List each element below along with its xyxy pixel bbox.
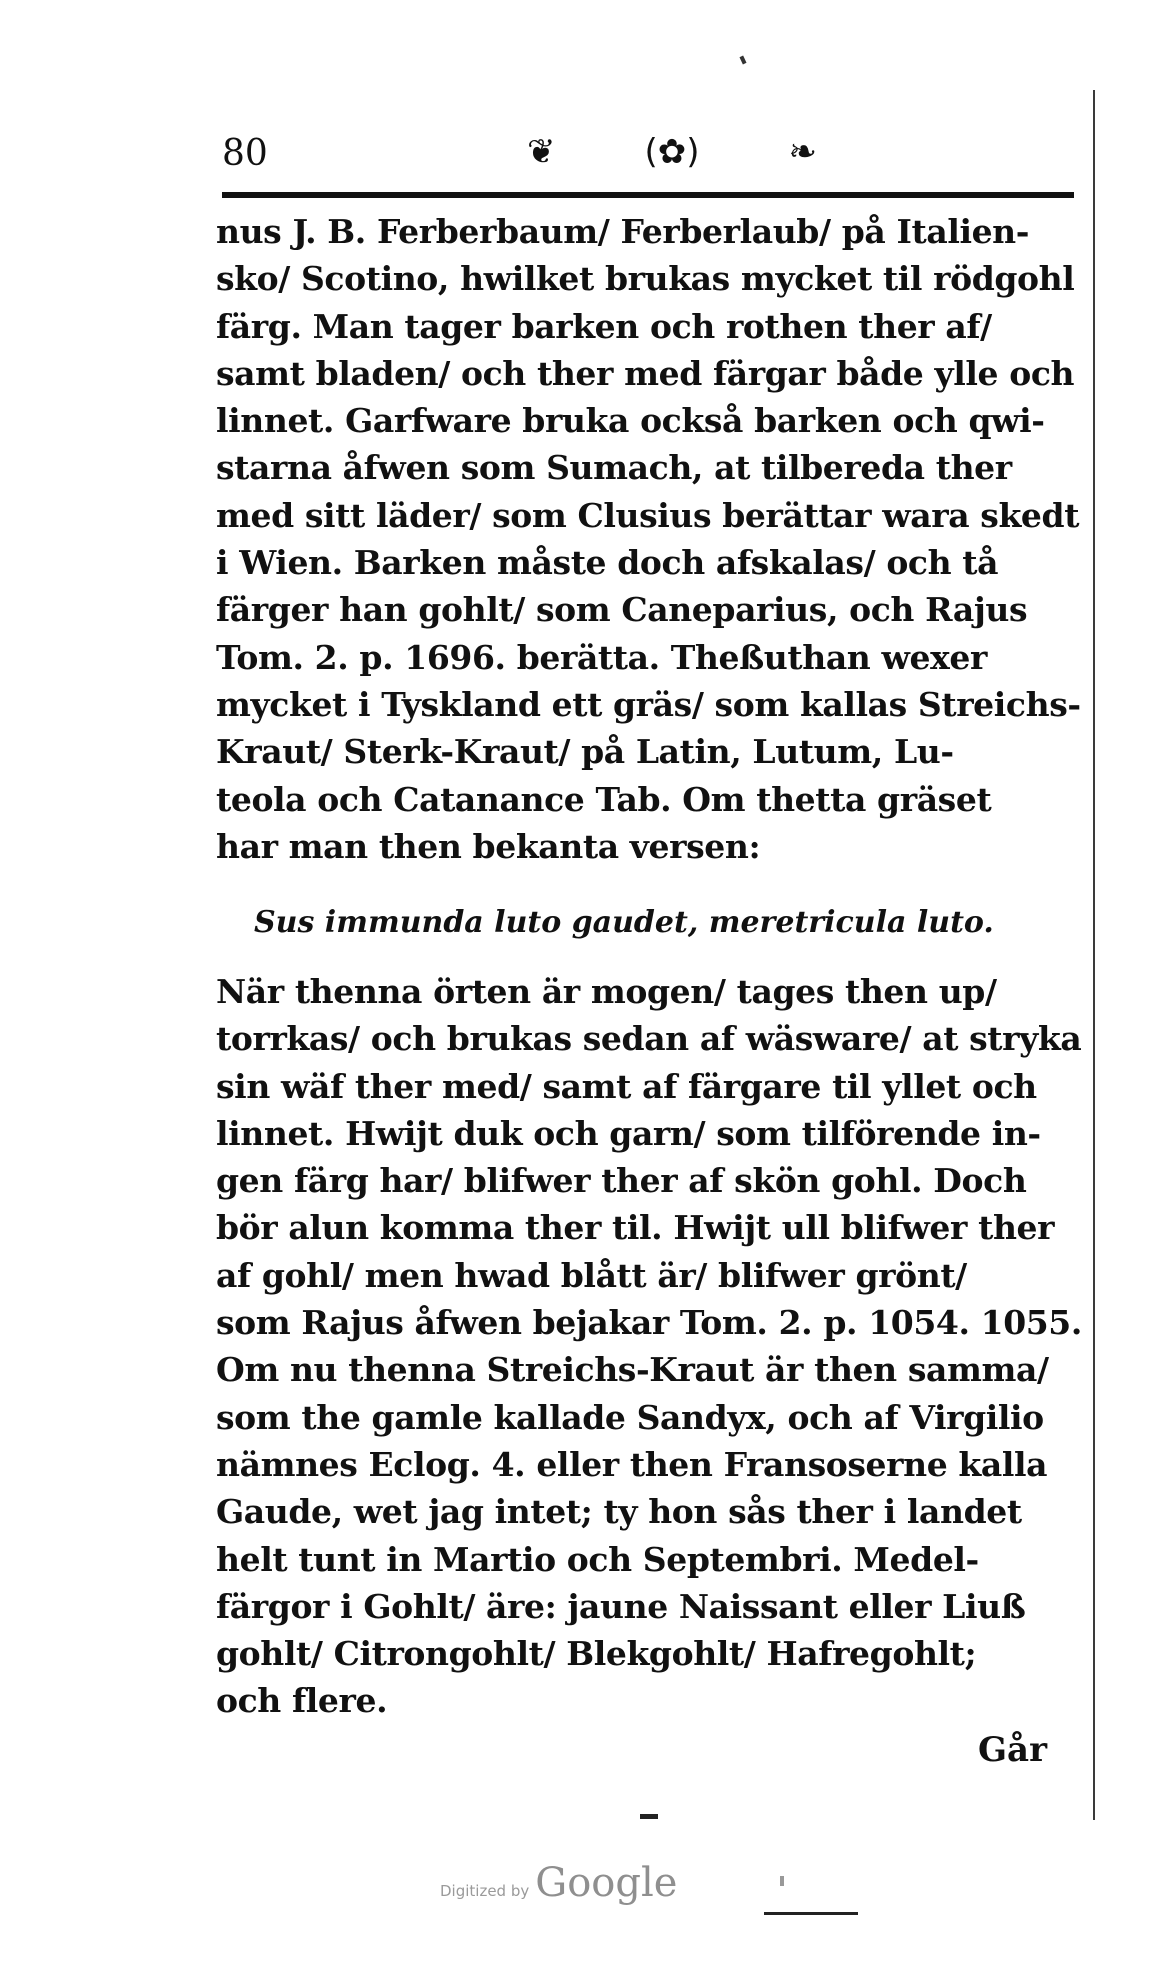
text-line: och flere. <box>216 1681 388 1721</box>
text-line: Tom. 2. p. 1696. berätta. Theßuthan wexer <box>216 637 987 677</box>
header-ornament <box>527 130 817 174</box>
scan-speck <box>739 56 746 65</box>
google-logo: Google <box>535 1860 678 1906</box>
footer-rule <box>764 1912 858 1915</box>
text-line: När thenna örten är mogen/ tages then up/ <box>216 972 997 1011</box>
text-line: som the gamle kallade Sandyx, och af Virgilio <box>216 1397 1044 1437</box>
latin-verse: Sus immunda luto gaudet, meretricula luto. <box>254 905 994 940</box>
text-line: linnet. Garfware bruka också barken och qwi- <box>216 401 1045 441</box>
paragraph-2 <box>216 968 1082 1725</box>
watermark-prefix: Digitized by <box>440 1882 530 1900</box>
text-line: har man then bekanta versen: <box>216 826 761 866</box>
text-line: sin wäf ther med/ samt af färgare til yllet och <box>216 1066 1037 1106</box>
rosette-icon: (✿) <box>644 132 700 172</box>
text-line: med sitt läder/ som Clusius berättar wara skedt <box>216 495 1080 535</box>
text-line: mycket i Tyskland ett gräs/ som kallas Streichs- <box>216 684 1081 724</box>
fleuron-right-icon: ❧ <box>788 132 817 172</box>
digitization-watermark <box>440 1860 677 1916</box>
text-line: teola och Catanance Tab. Om thetta gräset <box>216 779 992 819</box>
header-rule <box>222 192 1074 198</box>
catchword: Går <box>978 1730 1047 1770</box>
text-line: färger han gohlt/ som Caneparius, och Rajus <box>216 590 1028 630</box>
fleuron-left-icon: ❦ <box>527 132 556 172</box>
text-line: helt tunt in Martio och Septembri. Medel- <box>216 1539 979 1579</box>
text-line: Kraut/ Sterk-Kraut/ på Latin, Lutum, Lu- <box>216 732 954 772</box>
scan-speck <box>780 1876 784 1886</box>
text-line: bör alun komma ther til. Hwijt ull blifwer ther <box>216 1208 1055 1248</box>
text-line: färgor i Gohlt/ äre: jaune Naissant eller Liuß <box>216 1586 1026 1626</box>
text-line: färg. Man tager barken och rothen ther af/ <box>216 306 992 346</box>
page-number: 80 <box>222 133 268 174</box>
text-line: linnet. Hwijt duk och garn/ som tilförende in- <box>216 1113 1041 1153</box>
text-line: torrkas/ och brukas sedan af wäsware/ at stryka <box>216 1019 1082 1059</box>
text-line: starna åfwen som Sumach, at tilbereda ther <box>216 448 1012 488</box>
text-line: gen färg har/ blifwer ther af skön gohl. Doch <box>216 1161 1027 1201</box>
scan-dash <box>640 1814 658 1819</box>
text-line: Gaude, wet jag intet; ty hon sås ther i landet <box>216 1492 1022 1532</box>
running-header <box>222 130 1072 178</box>
text-line: nämnes Eclog. 4. eller then Fransoserne kalla <box>216 1444 1048 1484</box>
text-line: gohlt/ Citrongohlt/ Blekgohlt/ Hafregohlt; <box>216 1634 977 1674</box>
paragraph-1 <box>216 208 1082 870</box>
text-line: i Wien. Barken måste doch afskalas/ och tå <box>216 543 999 583</box>
text-line: nus J. B. Ferberbaum/ Ferberlaub/ på Italien- <box>216 212 1030 251</box>
text-line: sko/ Scotino, hwilket brukas mycket til rödgohl <box>216 259 1075 299</box>
text-line: af gohl/ men hwad blått är/ blifwer grönt/ <box>216 1255 967 1295</box>
text-line: samt bladen/ och ther med färgar både ylle och <box>216 353 1075 393</box>
text-line: som Rajus åfwen bejakar Tom. 2. p. 1054. 1055. <box>216 1303 1082 1343</box>
text-line: Om nu thenna Streichs-Kraut är then samma/ <box>216 1350 1049 1390</box>
page-edge-rule <box>1093 90 1095 1820</box>
